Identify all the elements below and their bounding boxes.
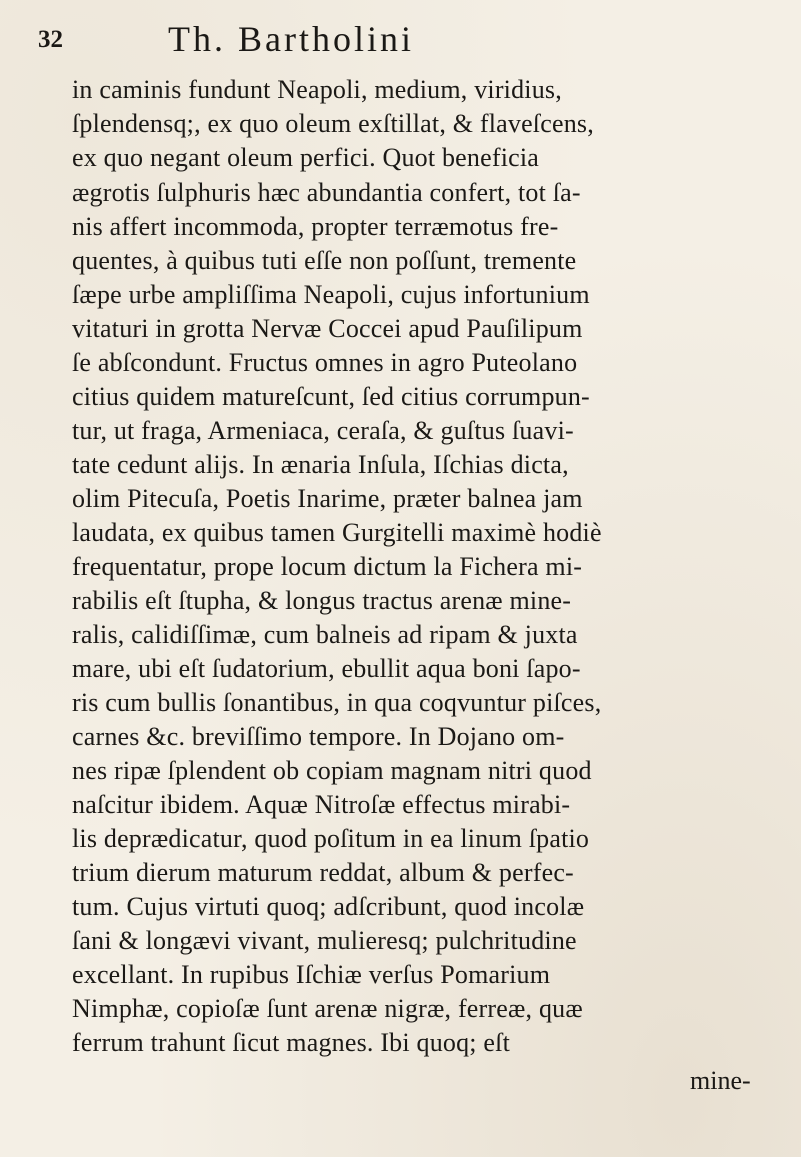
text-line: tur, ut fraga, Armeniaca, ceraſa, & guſtus ſuavi- bbox=[72, 416, 574, 445]
page-number: 32 bbox=[38, 26, 63, 53]
text-line: ſæpe urbe ampliſſima Neapoli, cujus infortunium bbox=[72, 280, 590, 309]
text-line: tate cedunt alijs. In ænaria Inſula, Iſchias dicta, bbox=[72, 450, 569, 479]
text-line: naſcitur ibidem. Aquæ Nitroſæ effectus mirabi- bbox=[72, 790, 571, 819]
catchword: mine- bbox=[690, 1066, 751, 1095]
text-line: in caminis fundunt Neapoli, medium, viridius, bbox=[72, 75, 562, 104]
text-line: Nimphæ, copioſæ ſunt arenæ nigræ, ferreæ, quæ bbox=[72, 994, 583, 1023]
text-line: ſe abſcondunt. Fructus omnes in agro Puteolano bbox=[72, 348, 578, 377]
text-line: ferrum trahunt ſicut magnes. Ibi quoq; eſt bbox=[72, 1028, 511, 1057]
text-line: ris cum bullis ſonantibus, in qua coqvuntur piſces, bbox=[72, 688, 602, 717]
text-line: carnes &c. breviſſimo tempore. In Dojano om- bbox=[72, 722, 565, 751]
text-line: frequentatur, prope locum dictum la Fichera mi- bbox=[72, 552, 583, 581]
text-line: quentes, à quibus tuti eſſe non poſſunt, tremente bbox=[72, 246, 577, 275]
text-line: olim Pitecuſa, Poetis Inarime, præter balnea jam bbox=[72, 484, 583, 513]
text-line: lis deprædicatur, quod poſitum in ea linum ſpatio bbox=[72, 824, 590, 853]
text-line: ſplendensq;, ex quo oleum exſtillat, & flaveſcens, bbox=[72, 109, 594, 138]
text-line: tum. Cujus virtuti quoq; adſcribunt, quod incolæ bbox=[72, 892, 585, 921]
text-line: mare, ubi eſt ſudatorium, ebullit aqua boni ſapo- bbox=[72, 654, 581, 683]
text-line: vitaturi in grotta Nervæ Coccei apud Pauſilipum bbox=[72, 314, 583, 343]
text-line: citius quidem matureſcunt, ſed citius corrumpun- bbox=[72, 382, 590, 411]
text-line: rabilis eſt ſtupha, & longus tractus arenæ mine- bbox=[72, 586, 572, 615]
text-line: ex quo negant oleum perfici. Quot beneficia bbox=[72, 143, 540, 172]
text-line: nes ripæ ſplendent ob copiam magnam nitri quod bbox=[72, 756, 592, 785]
text-line: ralis, calidiſſimæ, cum balneis ad ripam & juxta bbox=[72, 620, 578, 649]
text-line: excellant. In rupibus Iſchiæ verſus Pomarium bbox=[72, 960, 551, 989]
running-title: Th. Bartholini bbox=[168, 19, 414, 59]
text-line: laudata, ex quibus tamen Gurgitelli maximè hodiè bbox=[72, 518, 602, 547]
text-line: nis affert incommoda, propter terræmotus fre- bbox=[72, 212, 559, 241]
text-line: ægrotis ſulphuris hæc abundantia confert, tot ſa- bbox=[72, 178, 581, 207]
text-line: trium dierum maturum reddat, album & perfec- bbox=[72, 858, 574, 887]
text-line: ſani & longævi vivant, mulieresq; pulchritudine bbox=[72, 926, 577, 955]
